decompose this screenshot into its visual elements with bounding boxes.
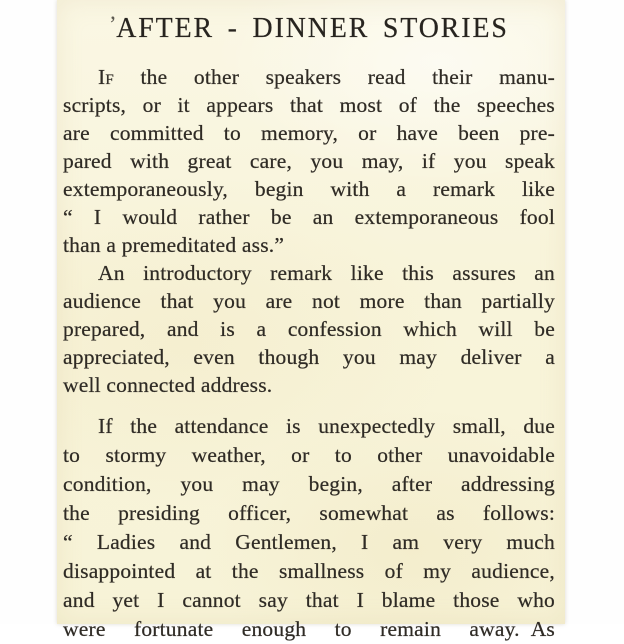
- text-line: scripts, or it appears that most of the speeches: [63, 93, 555, 117]
- text-line: An introductory remark like this assures an: [98, 261, 555, 285]
- text-line: disappointed at the smallness of my audience,: [63, 559, 555, 583]
- paragraph-3: [63, 412, 555, 644]
- page-title: [73, 6, 545, 46]
- text-line: extemporaneously, begin with a remark like: [63, 177, 555, 201]
- paragraph-1: [63, 63, 555, 259]
- line-text: the other speakers read their manu-: [113, 65, 555, 89]
- lead-word-small-caps: If: [98, 65, 114, 89]
- text-line: If the attendance is unexpectedly small, due: [98, 414, 555, 438]
- page-content: [63, 0, 555, 644]
- text-line: were fortunate enough to remain away. As: [63, 617, 555, 641]
- text-line: “ I would rather be an extemporaneous fool: [63, 205, 555, 229]
- text-line: “ Ladies and Gentlemen, I am very much: [63, 530, 555, 554]
- text-line: than a premeditated ass.”: [63, 233, 285, 257]
- text-line: prepared, and is a confession which will be: [63, 317, 555, 341]
- text-line: audience that you are not more than partially: [63, 289, 555, 313]
- scan-artifact-mark: ’: [109, 11, 117, 36]
- text-line: well connected address.: [63, 373, 273, 397]
- paragraph-2: [63, 259, 555, 399]
- book-page: [57, 0, 565, 641]
- page-title-text: AFTER - DINNER STORIES: [116, 12, 509, 44]
- text-line: and yet I cannot say that I blame those who: [63, 588, 555, 612]
- text-line: [63, 63, 555, 91]
- text-line: the presiding officer, somewhat as follows:: [63, 501, 555, 525]
- text-line: to stormy weather, or to other unavoidable: [63, 443, 555, 467]
- text-line: condition, you may begin, after addressing: [63, 472, 555, 496]
- text-line: are committed to memory, or have been pre-: [63, 121, 555, 145]
- text-line: appreciated, even though you may deliver a: [63, 345, 555, 369]
- text-line: pared with great care, you may, if you speak: [63, 149, 555, 173]
